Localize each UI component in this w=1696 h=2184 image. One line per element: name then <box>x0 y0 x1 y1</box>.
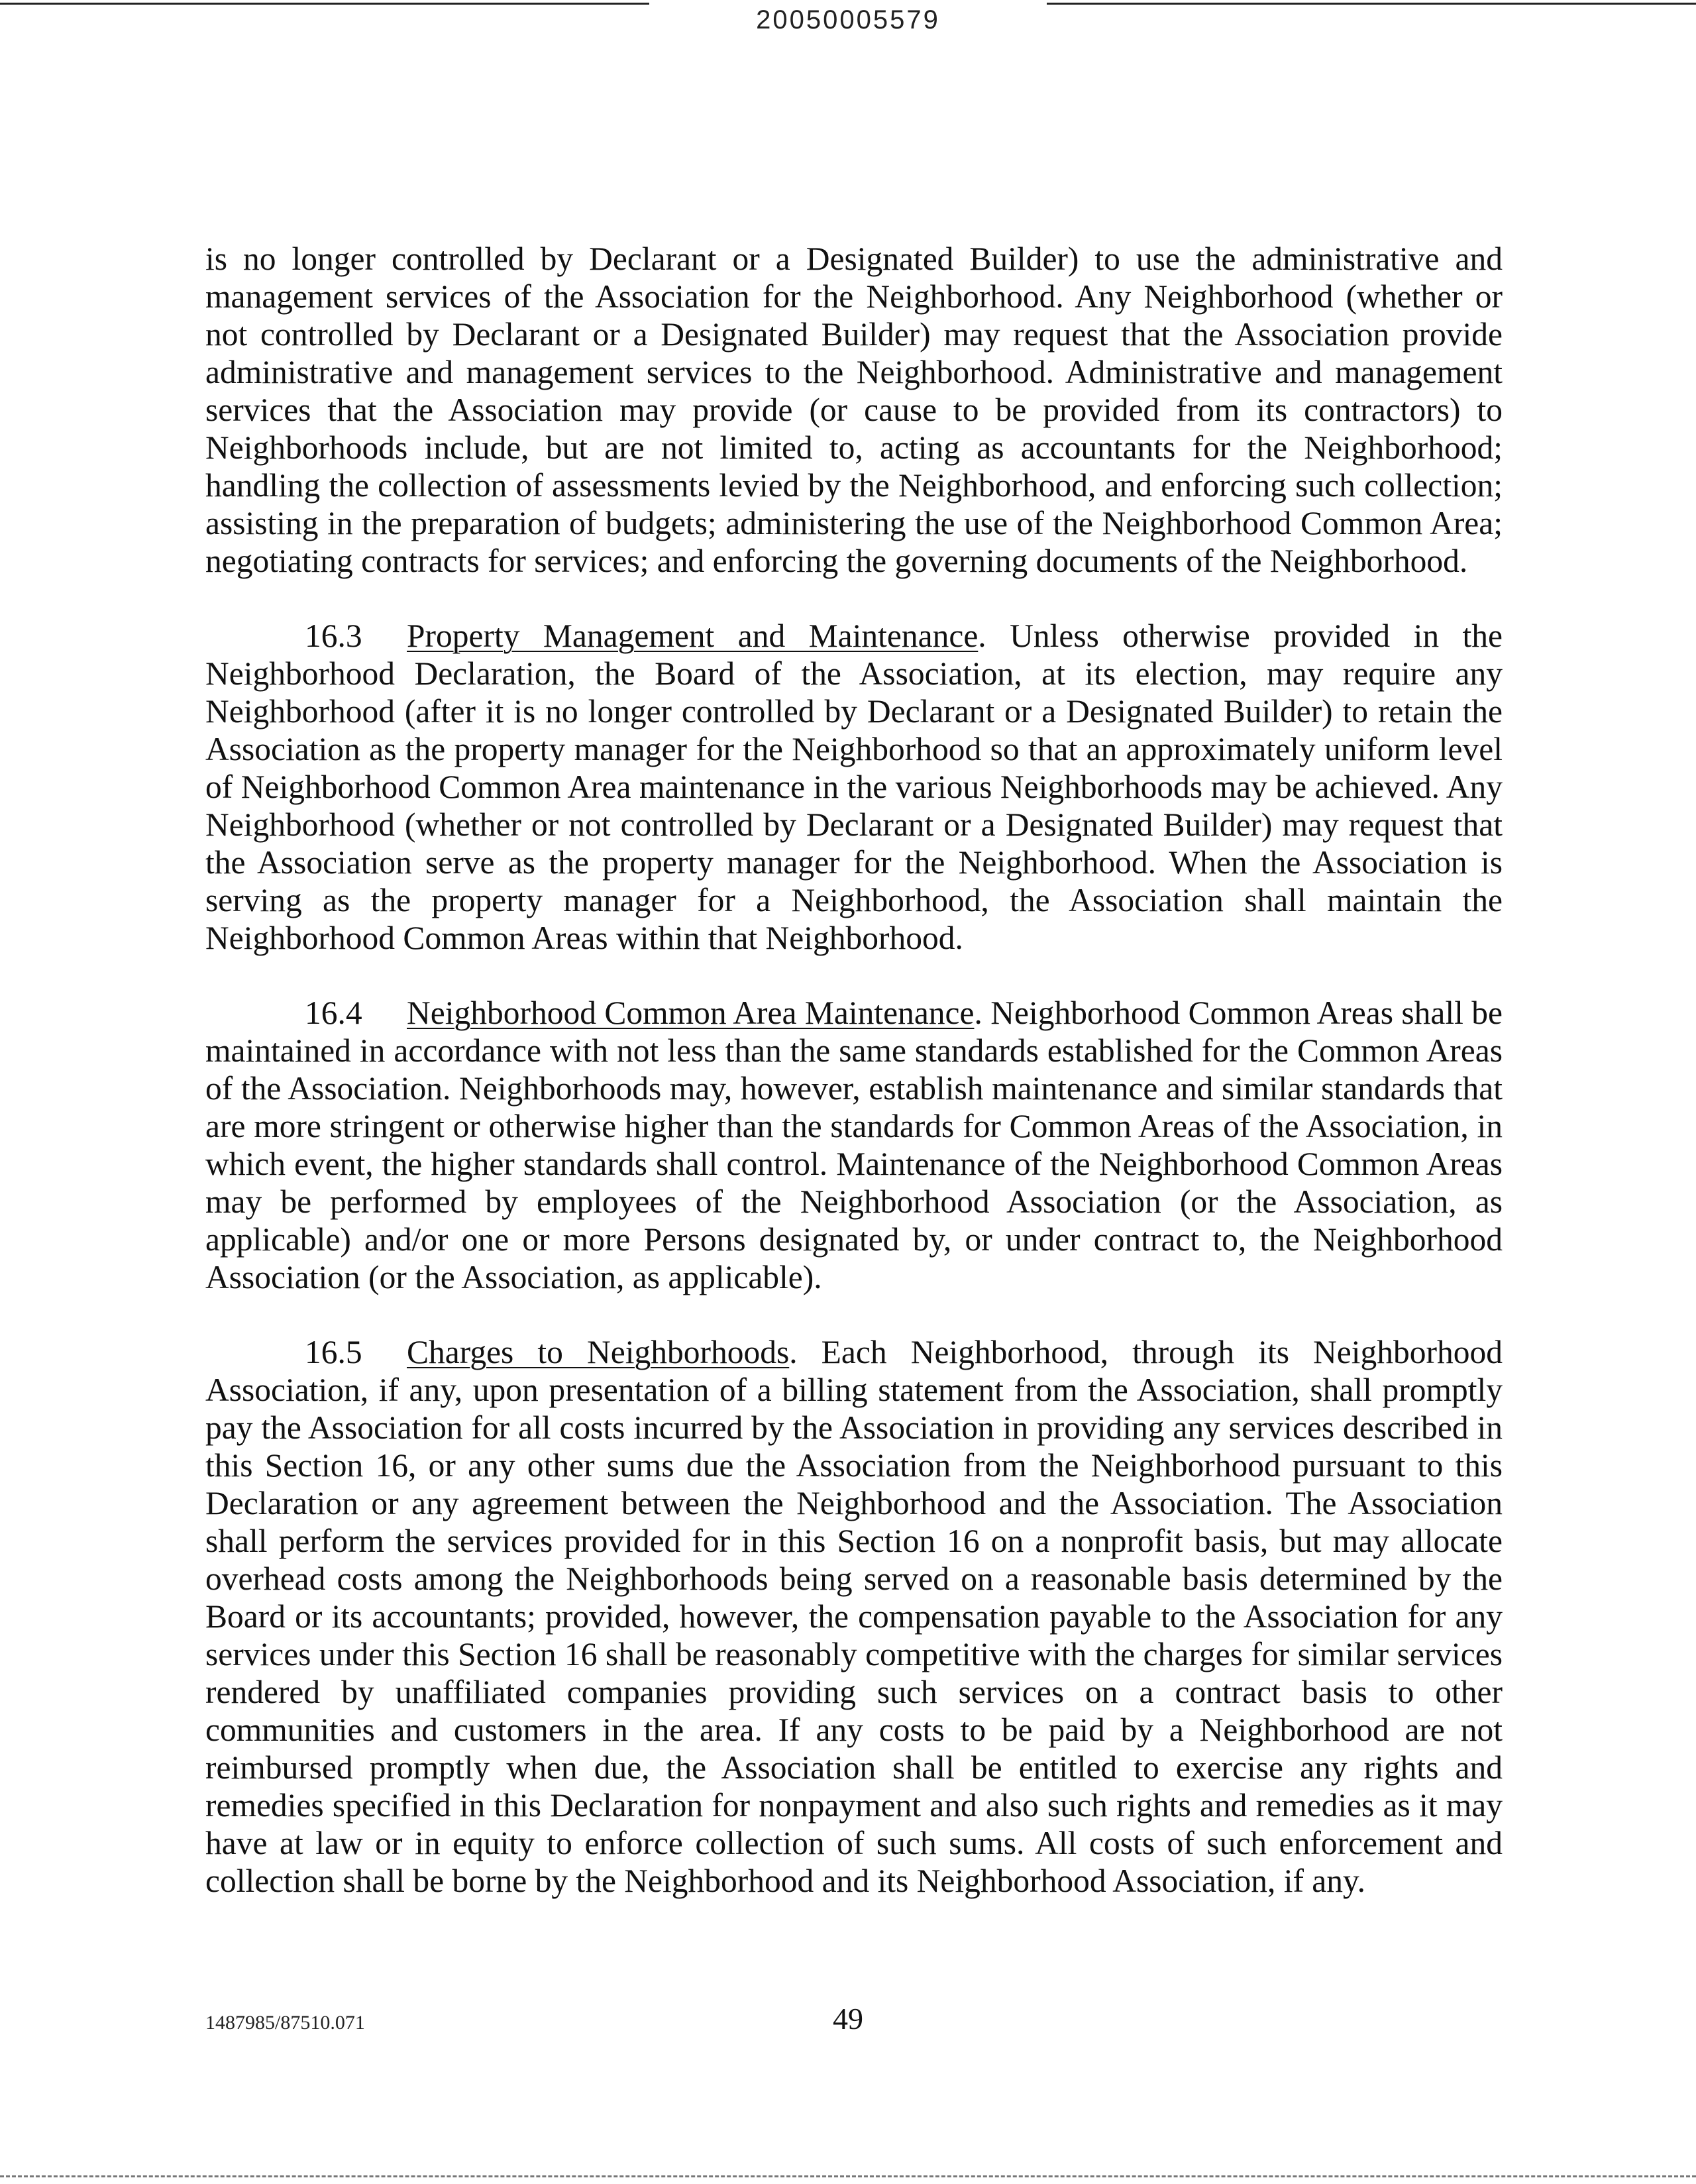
bottom-scan-line <box>0 2175 1696 2177</box>
section-16-3 <box>205 617 1503 957</box>
section-number: 16.5 <box>305 1334 362 1370</box>
section-number: 16.3 <box>305 618 362 654</box>
header-stamp-line-right <box>1047 3 1696 5</box>
header-stamp-line-left <box>0 3 649 5</box>
section-16-5 <box>205 1333 1503 1900</box>
section-text: . Unless otherwise provided in the Neighborhood Declaration, the Board of the Association, at its election, may require any Neighborhood (after it is no longer controlled by Declarant or a Designated Builder) to retain the Association as the property manager for the Neighborhood so that an approximately uniform level of Neighborhood Common Area maintenance in the various Neighborhoods may be achieved. Any Neighborhood (whether or not controlled by Declarant or a Designated Builder) may request that the Association serve as the property manager for the Neighborhood. When the Association is serving as the property manager for a Neighborhood, the Association shall maintain the Neighborhood Common Areas within that Neighborhood. <box>205 618 1503 956</box>
section-16-4 <box>205 994 1503 1296</box>
section-text: . Neighborhood Common Areas shall be maintained in accordance with not less than the same standards established for the Common Areas of the Association. Neighborhoods may, however, establish maintenance and similar standards that are more stringent or otherwise higher than the standards for Common Areas of the Association, in which event, the higher standards shall control. Maintenance of the Neighborhood Common Areas may be performed by employees of the Neighborhood Association (or the Association, as applicable) and/or one or more Persons designated by, or under contract to, the Neighborhood Association (or the Association, as applicable). <box>205 995 1503 1295</box>
section-heading: Neighborhood Common Area Maintenance <box>407 995 975 1031</box>
page-number: 49 <box>833 2002 863 2036</box>
section-number: 16.4 <box>305 995 362 1031</box>
footer-document-id: 1487985/87510.071 <box>205 2012 365 2034</box>
document-body <box>205 240 1503 1937</box>
section-heading: Charges to Neighborhoods <box>407 1334 790 1370</box>
recording-number: 20050005579 <box>756 5 940 34</box>
paragraph-continuation <box>205 240 1503 580</box>
section-heading: Property Management and Maintenance <box>407 618 979 654</box>
paragraph-continuation-text: is no longer controlled by Declarant or a Designated Builder) to use the administrative and management services of the Association for the Neighborhood. Any Neighborhood (whether or not controlled by Declarant or a Designated Builder) may request that the Association provide administrative and management services to the Neighborhood. Administrative and management services that the Association may provide (or cause to be provided from its contractors) to Neighborhoods include, but are not limited to, acting as accountants for the Neighborhood; handling the collection of assessments levied by the Neighborhood, and enforcing such collection; assisting in the preparation of budgets; administering the use of the Neighborhood Common Area; negotiating contracts for services; and enforcing the governing documents of the Neighborhood. <box>205 241 1503 579</box>
section-text: . Each Neighborhood, through its Neighborhood Association, if any, upon presentation of a billing statement from the Association, shall promptly pay the Association for all costs incurred by the Association in providing any services described in this Section 16, or any other sums due the Association from the Neighborhood pursuant to this Declaration or any agreement between the Neighborhood and the Association. The Association shall perform the services provided for in this Section 16 on a nonprofit basis, but may allocate overhead costs among the Neighborhoods being served on a reasonable basis determined by the Board or its accountants; provided, however, the compensation payable to the Association for any services under this Section 16 shall be reasonably competitive with the charges for similar services rendered by unaffiliated companies providing such services on a contract basis to other communities and customers in the area. If any costs to be paid by a Neighborhood are not reimbursed promptly when due, the Association shall be entitled to exercise any rights and remedies specified in this Declaration for nonpayment and also such rights and remedies as it may have at law or in equity to enforce collection of such sums. All costs of such enforcement and collection shall be borne by the Neighborhood and its Neighborhood Association, if any. <box>205 1334 1503 1899</box>
